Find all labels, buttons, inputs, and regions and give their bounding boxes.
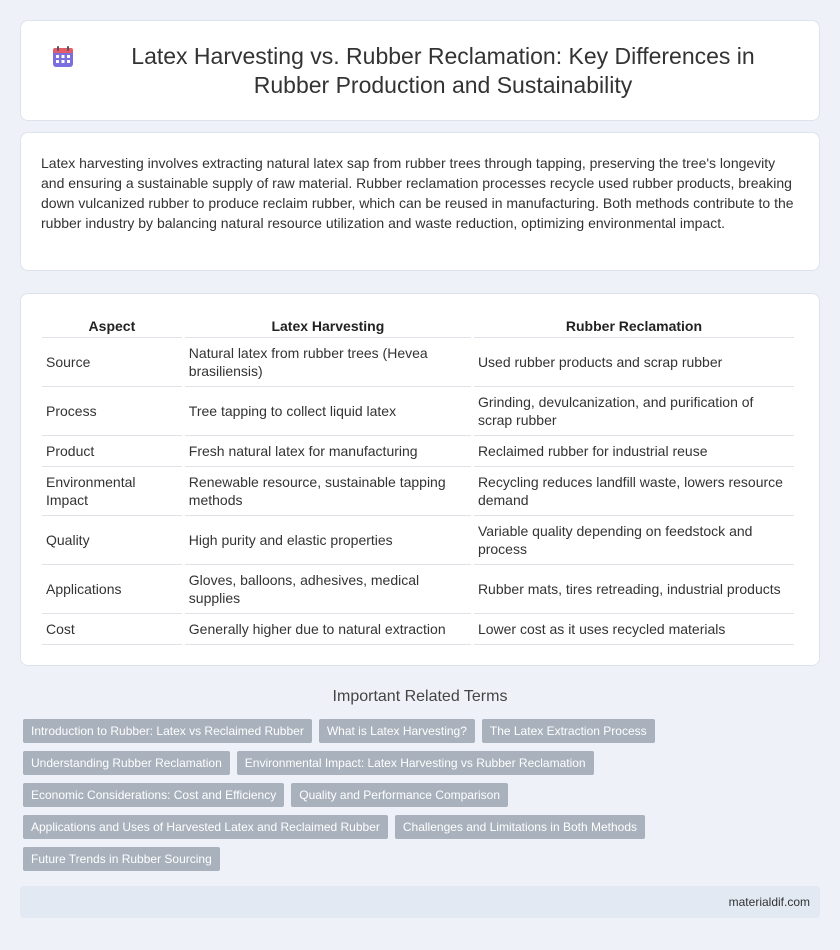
comparison-card [20, 293, 820, 666]
related-term-tag[interactable]: What is Latex Harvesting? [319, 719, 475, 743]
table-cell: Generally higher due to natural extraction [185, 614, 471, 645]
table-cell: Reclaimed rubber for industrial reuse [474, 436, 794, 467]
intro-paragraph: Latex harvesting involves extracting natural latex sap from rubber trees through tapping, preserving the tree's longevity and ensuring a sustainable supply of raw material. Rubber reclamation processes recycle used rubber products, breaking down vulcanized rubber to produce reclaim rubber, which can be reused in manufacturing. Both methods contribute to the rubber industry by balancing natural resource utilization and waste reduction, optimizing environmental impact. [41, 155, 794, 231]
related-term-tag[interactable]: Applications and Uses of Harvested Latex and Reclaimed Rubber [23, 815, 388, 839]
table-cell: Tree tapping to collect liquid latex [185, 387, 471, 436]
table-row [42, 338, 794, 387]
table-row [42, 614, 794, 645]
related-term-tag[interactable]: The Latex Extraction Process [482, 719, 655, 743]
related-term-tag[interactable]: Future Trends in Rubber Sourcing [23, 847, 220, 871]
page-title: Latex Harvesting vs. Rubber Reclamation: Key Differences in Rubber Production and Sustainability [131, 42, 755, 98]
table-row [42, 565, 794, 614]
table-cell: Product [42, 436, 182, 467]
table-cell: Applications [42, 565, 182, 614]
related-term-tag[interactable]: Understanding Rubber Reclamation [23, 751, 230, 775]
table-row [42, 436, 794, 467]
footer [20, 886, 820, 918]
table-cell: Used rubber products and scrap rubber [474, 338, 794, 387]
table-cell: Grinding, devulcanization, and purification of scrap rubber [474, 387, 794, 436]
table-cell: Variable quality depending on feedstock and process [474, 516, 794, 565]
table-cell: Environmental Impact [42, 467, 182, 516]
intro-card [20, 132, 820, 271]
table-header-row [42, 312, 794, 338]
table-cell: Process [42, 387, 182, 436]
calendar-icon [51, 45, 75, 69]
related-term-tag[interactable]: Environmental Impact: Latex Harvesting vs Rubber Reclamation [237, 751, 594, 775]
related-term-tag[interactable]: Introduction to Rubber: Latex vs Reclaimed Rubber [23, 719, 312, 743]
table-cell: Renewable resource, sustainable tapping methods [185, 467, 471, 516]
table-cell: Fresh natural latex for manufacturing [185, 436, 471, 467]
related-term-tag[interactable]: Challenges and Limitations in Both Methods [395, 815, 645, 839]
table-cell: Rubber mats, tires retreading, industrial products [474, 565, 794, 614]
comparison-table [39, 312, 797, 645]
related-terms-list [23, 719, 813, 879]
table-cell: Cost [42, 614, 182, 645]
related-terms-heading: Important Related Terms [332, 688, 508, 705]
title-card [20, 20, 820, 121]
table-cell: Natural latex from rubber trees (Hevea brasiliensis) [185, 338, 471, 387]
table-row [42, 467, 794, 516]
header-latex-harvesting: Latex Harvesting [185, 312, 471, 338]
related-term-tag[interactable]: Quality and Performance Comparison [291, 783, 508, 807]
table-cell: Gloves, balloons, adhesives, medical supplies [185, 565, 471, 614]
table-cell: Source [42, 338, 182, 387]
footer-site-link[interactable]: materialdif.com [728, 895, 810, 909]
table-cell: Recycling reduces landfill waste, lowers resource demand [474, 467, 794, 516]
table-cell: Lower cost as it uses recycled materials [474, 614, 794, 645]
table-cell: High purity and elastic properties [185, 516, 471, 565]
table-row [42, 516, 794, 565]
related-term-tag[interactable]: Economic Considerations: Cost and Efficiency [23, 783, 284, 807]
header-aspect: Aspect [42, 312, 182, 338]
table-cell: Quality [42, 516, 182, 565]
header-rubber-reclamation: Rubber Reclamation [474, 312, 794, 338]
table-row [42, 387, 794, 436]
